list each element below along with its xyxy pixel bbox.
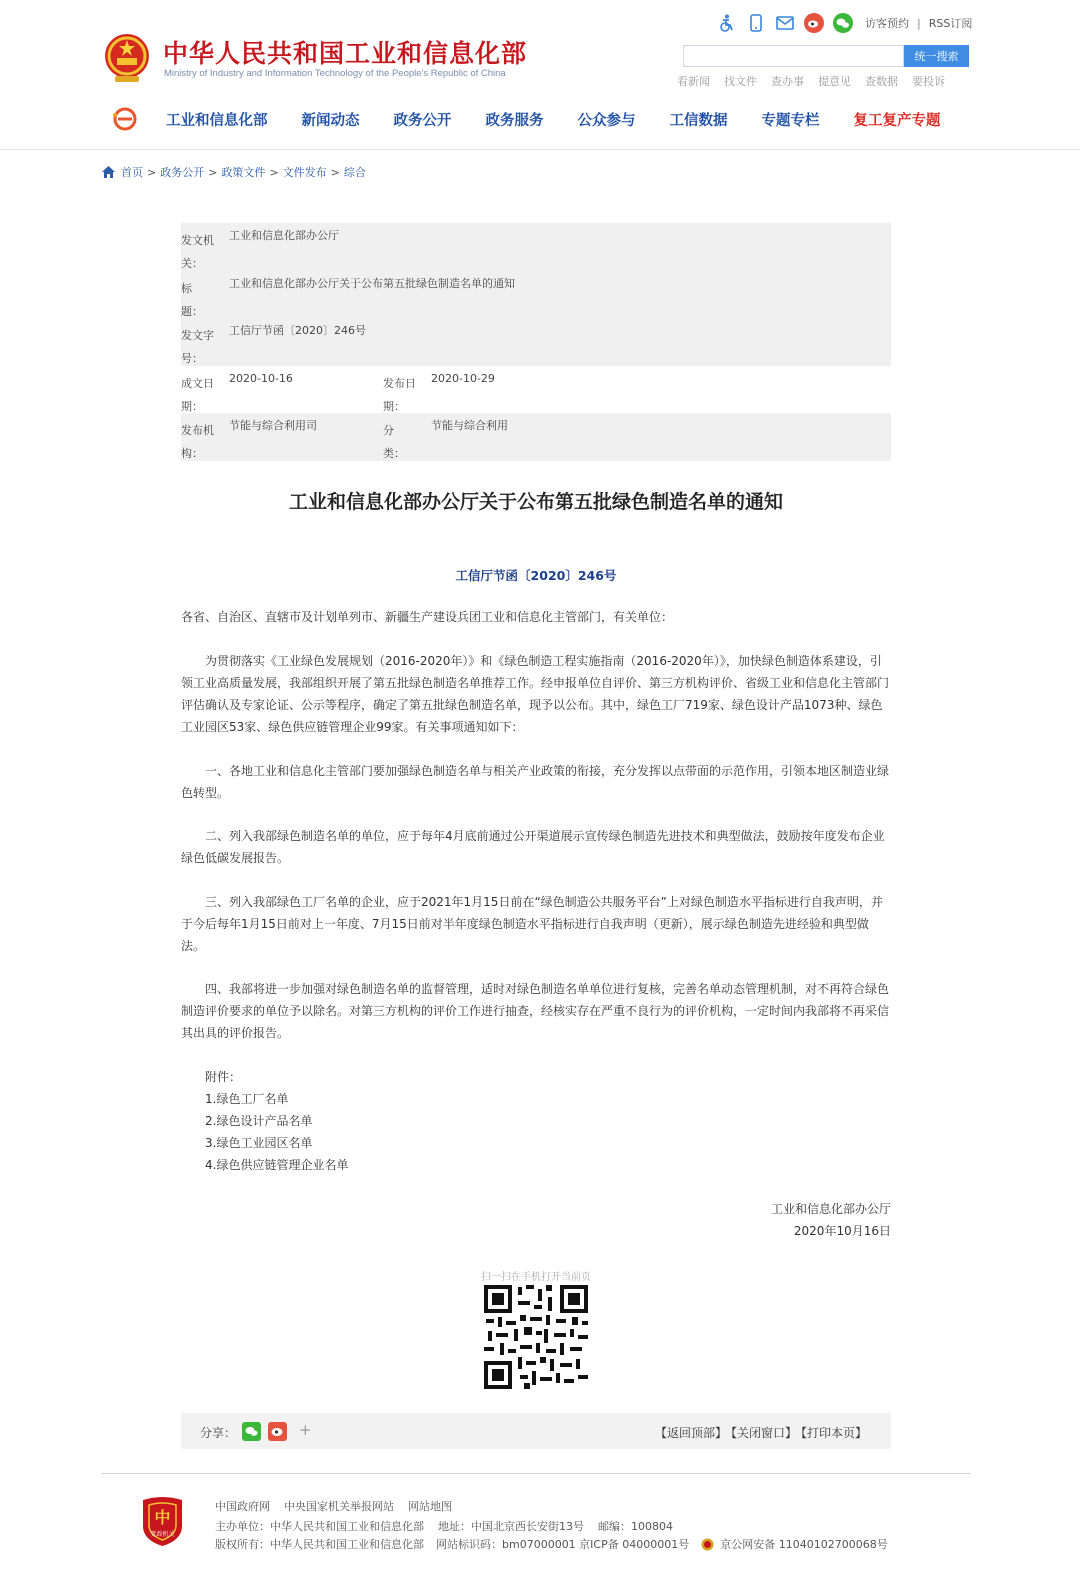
share-label: 分享： xyxy=(200,1426,237,1440)
crumb-publish[interactable]: 文件发布 xyxy=(282,166,327,179)
org-value: 节能与综合利用司 xyxy=(229,419,317,432)
salutation: 各省、自治区、直辖市及计划单列市、新疆生产建设兵团工业和信息化主管部门，有关单位： xyxy=(181,610,674,624)
docno-value: 工信厅节函〔2020〕246号 xyxy=(229,324,366,337)
footer-info xyxy=(215,1518,687,1534)
qr-code-icon xyxy=(484,1285,588,1389)
nav-gov-service[interactable]: 政务服务 xyxy=(485,112,544,129)
crumb-separator: > xyxy=(147,165,157,179)
main-nav xyxy=(112,107,975,131)
attachments-label: 附件： xyxy=(205,1070,242,1084)
made-date-value: 2020-10-16 xyxy=(229,371,293,385)
meta-row-docno xyxy=(181,318,891,366)
national-emblem-icon[interactable] xyxy=(102,32,152,84)
category-value: 节能与综合利用 xyxy=(431,419,508,432)
issuer-label: 发文机关： xyxy=(181,234,214,270)
rss-link[interactable]: RSS订阅 xyxy=(928,17,973,30)
top-icon-bar xyxy=(716,12,861,34)
article-title: 工业和信息化部办公厅关于公布第五批绿色制造名单的通知 xyxy=(288,491,783,513)
footer-links xyxy=(215,1498,466,1514)
nav-resumption[interactable]: 复工复产专题 xyxy=(853,112,941,129)
accessibility-icon[interactable] xyxy=(716,12,738,34)
category-label: 分 类： xyxy=(383,424,416,460)
wechat-icon[interactable] xyxy=(832,12,854,34)
home-icon xyxy=(102,166,115,178)
svg-text:中: 中 xyxy=(154,1508,171,1527)
print-page-button[interactable]: 【打印本页】 xyxy=(800,1426,867,1440)
nav-home[interactable]: 工业和信息化部 xyxy=(166,112,268,129)
site-title[interactable]: 中华人民共和国工业和信息化部 xyxy=(163,39,528,68)
footer-link-sitemap[interactable]: 网站地图 xyxy=(408,1500,452,1513)
crumb-policy[interactable]: 政策文件 xyxy=(221,166,266,179)
attachment-4-link[interactable]: 4.绿色供应链管理企业名单 xyxy=(205,1158,349,1172)
footer-postcode: 邮编：100804 xyxy=(598,1520,673,1533)
search-input[interactable] xyxy=(683,45,904,67)
pub-date-label: 发布日期： xyxy=(383,376,416,413)
mail-icon[interactable] xyxy=(774,12,796,34)
crumb-separator: > xyxy=(208,165,218,179)
nav-gov-info[interactable]: 政务公开 xyxy=(393,112,452,129)
breadcrumb xyxy=(102,164,366,180)
footer-address: 地址：中国北京西长安街13号 xyxy=(438,1520,584,1533)
weibo-icon[interactable] xyxy=(803,12,825,34)
paragraph-2: 一、各地工业和信息化主管部门要加强绿色制造名单与相关产业政策的衔接，充分发挥以点带面的示范作用，引领本地区制造业绿色转型。 xyxy=(181,764,890,800)
made-date-label: 成文日期： xyxy=(181,376,214,413)
quick-link-data[interactable]: 查数据 xyxy=(865,75,898,88)
docno-label: 发文字号： xyxy=(181,329,214,365)
quick-link-complaint[interactable]: 要投诉 xyxy=(912,75,945,88)
footer-link-gov[interactable]: 中国政府网 xyxy=(215,1500,270,1513)
footer-site-id[interactable]: 网站标识码：bm07000001 京ICP备 04000001号 xyxy=(436,1538,690,1551)
footer-host: 主办单位：中华人民共和国工业和信息化部 xyxy=(215,1520,424,1533)
share-more-icon[interactable]: + xyxy=(299,1421,312,1439)
signature-org: 工业和信息化部办公厅 xyxy=(770,1202,891,1216)
page-actions xyxy=(651,1424,867,1441)
back-to-top-button[interactable]: 【返回顶部】 xyxy=(654,1426,727,1440)
issuer-value: 工业和信息化部办公厅 xyxy=(229,229,339,242)
crumb-separator: > xyxy=(330,165,340,179)
document-meta-table xyxy=(181,223,891,461)
quick-link-files[interactable]: 找文件 xyxy=(724,75,757,88)
title-label: 标 题： xyxy=(181,281,214,318)
pub-date-value: 2020-10-29 xyxy=(431,371,495,385)
quick-link-news[interactable]: 看新闻 xyxy=(677,75,710,88)
party-gov-badge-icon[interactable] xyxy=(141,1496,184,1546)
footer-divider xyxy=(102,1473,970,1474)
document-number: 工信厅节函〔2020〕246号 xyxy=(455,568,617,583)
nav-topics[interactable]: 专题专栏 xyxy=(761,112,820,129)
signature-date: 2020年10月16日 xyxy=(793,1224,891,1238)
share-wechat-icon[interactable] xyxy=(242,1422,261,1441)
attachment-2-link[interactable]: 2.绿色设计产品名单 xyxy=(205,1114,313,1128)
divider: | xyxy=(917,17,921,30)
crumb-gov-info[interactable]: 政务公开 xyxy=(160,166,205,179)
visitor-booking-link[interactable]: 访客预约 xyxy=(865,17,909,30)
meta-row-issuer xyxy=(181,223,891,271)
close-window-button[interactable]: 【关闭窗口】 xyxy=(730,1426,797,1440)
share-bar xyxy=(181,1413,891,1449)
footer-copyright-text: 版权所有：中华人民共和国工业和信息化部 xyxy=(215,1538,424,1551)
attachment-1-link[interactable]: 1.绿色工厂名单 xyxy=(205,1092,289,1106)
meta-row-dates xyxy=(181,366,891,414)
police-badge-icon xyxy=(701,1538,714,1551)
site-subtitle: Ministry of Industry and Information Technology of the People's Republic of China xyxy=(164,68,506,79)
site-header xyxy=(0,0,1080,150)
quick-links xyxy=(677,73,959,89)
meta-row-org xyxy=(181,413,891,461)
crumb-home[interactable]: 首页 xyxy=(121,166,143,179)
meta-row-title xyxy=(181,271,891,319)
top-links xyxy=(865,15,972,31)
paragraph-1: 为贯彻落实《工业绿色发展规划（2016-2020年）》和《绿色制造工程实施指南（2016-2020年）》，加快绿色制造体系建设，引领工业高质量发展，我部组织开展了第五批绿色制造名单推荐工作。经申报单位自评价、第三方机构评价、省级工业和信息化主管部门评估确认及专家论证、公示等程序，确定了第五批绿色制造名单，现予以公布。其中，绿色工厂719家、绿色设计产品1073种、绿色工业园区53家、绿色供应链管理企业99家。有关事项通知如下： xyxy=(181,654,890,734)
qr-caption: 扫一扫在手机打开当前页 xyxy=(481,1272,591,1283)
mobile-icon[interactable] xyxy=(745,12,767,34)
footer-link-report[interactable]: 中央国家机关举报网站 xyxy=(284,1500,394,1513)
title-value: 工业和信息化部办公厅关于公布第五批绿色制造名单的通知 xyxy=(229,276,515,290)
quick-link-services[interactable]: 查办事 xyxy=(771,75,804,88)
quick-link-feedback[interactable]: 提意见 xyxy=(818,75,851,88)
footer-police-record[interactable]: 京公网安备 11040102700068号 xyxy=(720,1538,888,1551)
nav-participation[interactable]: 公众参与 xyxy=(577,112,636,129)
paragraph-3: 二、列入我部绿色制造名单的单位，应于每年4月底前通过公开渠道展示宣传绿色制造先进技术和典型做法，鼓励按年度发布企业绿色低碳发展报告。 xyxy=(181,829,885,865)
org-label: 发布机构： xyxy=(181,424,214,460)
ministry-logo-icon[interactable] xyxy=(112,107,138,131)
attachment-3-link[interactable]: 3.绿色工业园区名单 xyxy=(205,1136,313,1150)
crumb-separator: > xyxy=(269,165,279,179)
paragraph-5: 四、我部将进一步加强对绿色制造名单的监督管理，适时对绿色制造名单单位进行复核，完善名单动态管理机制，对不再符合绿色制造评价要求的单位予以除名。对第三方机构的评价工作进行抽查，经核实存在严重不良行为的评价机构，一定时间内我部将不再采信其出具的评价报告。 xyxy=(181,982,890,1040)
badge-text: 党政机关 xyxy=(150,1531,175,1538)
share-weibo-icon[interactable] xyxy=(268,1422,287,1441)
nav-data[interactable]: 工信数据 xyxy=(669,112,728,129)
paragraph-4: 三、列入我部绿色工厂名单的企业，应于2021年1月15日前在“绿色制造公共服务平台”上对绿色制造水平指标进行自我声明，并于今后每年1月15日前对上一年度、7月15日前对半年度绿色制造水平指标进行自我声明（更新），展示绿色制造先进经验和典型做法。 xyxy=(181,895,883,953)
footer-copyright xyxy=(215,1536,900,1552)
search-button[interactable]: 统一搜索 xyxy=(904,45,969,67)
crumb-general[interactable]: 综合 xyxy=(343,166,366,179)
nav-news[interactable]: 新闻动态 xyxy=(301,112,360,129)
